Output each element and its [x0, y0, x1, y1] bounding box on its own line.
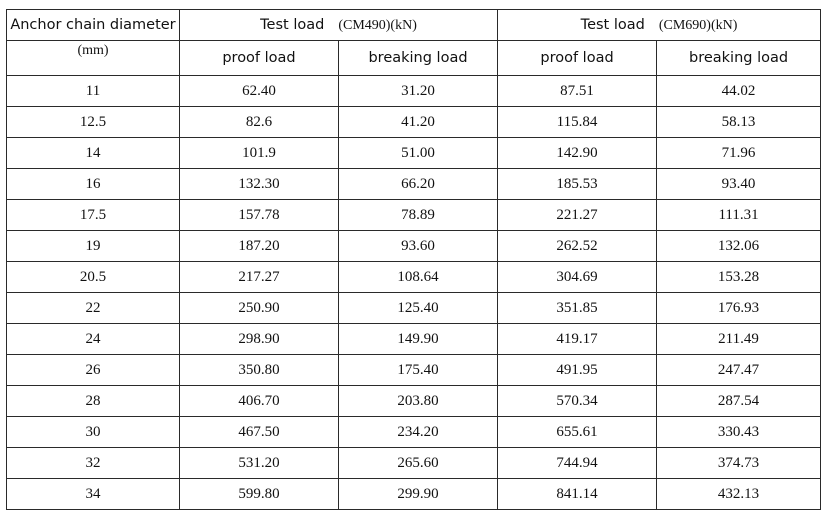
table-row: [7, 386, 821, 417]
cell-diameter: 32: [7, 448, 180, 479]
cell-cm690-breaking-load: 374.73: [657, 448, 821, 479]
cell-cm490-breaking-load: 108.64: [339, 262, 498, 293]
cell-diameter: 24: [7, 324, 180, 355]
cell-cm490-proof-load: 132.30: [180, 169, 339, 200]
cell-cm690-proof-load: 304.69: [498, 262, 657, 293]
cell-cm690-breaking-load: 211.49: [657, 324, 821, 355]
cell-diameter: 11: [7, 76, 180, 107]
cell-cm690-breaking-load: 132.06: [657, 231, 821, 262]
cell-cm490-breaking-load: 78.89: [339, 200, 498, 231]
cell-cm490-proof-load: 82.6: [180, 107, 339, 138]
header-group-cm490-spec: (CM490)(kN): [338, 18, 417, 33]
cell-cm490-proof-load: 62.40: [180, 76, 339, 107]
cell-cm690-proof-load: 655.61: [498, 417, 657, 448]
cell-cm690-breaking-load: 93.40: [657, 169, 821, 200]
cell-cm690-proof-load: 841.14: [498, 479, 657, 510]
cell-cm490-breaking-load: 149.90: [339, 324, 498, 355]
header-group-cm690-label: Test load: [580, 17, 645, 33]
cell-cm690-proof-load: 491.95: [498, 355, 657, 386]
cell-cm490-breaking-load: 203.80: [339, 386, 498, 417]
cell-cm690-proof-load: 570.34: [498, 386, 657, 417]
cell-cm690-proof-load: 351.85: [498, 293, 657, 324]
cell-cm690-breaking-load: 111.31: [657, 200, 821, 231]
cell-cm690-breaking-load: 287.54: [657, 386, 821, 417]
header-cm490-breaking-load: breaking load: [339, 41, 498, 76]
cell-diameter: 30: [7, 417, 180, 448]
header-diameter-unit: (mm): [7, 41, 180, 76]
table-row: [7, 293, 821, 324]
table-row: [7, 262, 821, 293]
table-row: [7, 324, 821, 355]
cell-cm490-proof-load: 350.80: [180, 355, 339, 386]
header-group-cm690-spec: (CM690)(kN): [658, 18, 738, 33]
anchor-chain-test-load-table: [6, 9, 821, 510]
cell-cm490-proof-load: 406.70: [180, 386, 339, 417]
table-container: [6, 9, 820, 509]
header-diameter: Anchor chain diameter: [7, 10, 180, 41]
cell-cm690-breaking-load: 247.47: [657, 355, 821, 386]
header-cm490-proof-load: proof load: [180, 41, 339, 76]
cell-cm490-proof-load: 531.20: [180, 448, 339, 479]
cell-cm490-breaking-load: 93.60: [339, 231, 498, 262]
cell-cm490-breaking-load: 31.20: [339, 76, 498, 107]
cell-diameter: 19: [7, 231, 180, 262]
cell-cm690-proof-load: 142.90: [498, 138, 657, 169]
cell-cm490-breaking-load: 66.20: [339, 169, 498, 200]
cell-diameter: 20.5: [7, 262, 180, 293]
cell-cm690-proof-load: 419.17: [498, 324, 657, 355]
header-group-cm490-label: Test load: [260, 17, 325, 33]
cell-cm490-proof-load: 157.78: [180, 200, 339, 231]
cell-cm490-breaking-load: 41.20: [339, 107, 498, 138]
cell-cm490-proof-load: 599.80: [180, 479, 339, 510]
cell-cm690-breaking-load: 432.13: [657, 479, 821, 510]
header-group-cm490: [180, 10, 498, 41]
table-row: [7, 479, 821, 510]
table-row: [7, 107, 821, 138]
table-body: [7, 76, 821, 510]
cell-cm690-breaking-load: 71.96: [657, 138, 821, 169]
cell-diameter: 34: [7, 479, 180, 510]
cell-cm490-proof-load: 298.90: [180, 324, 339, 355]
cell-cm490-proof-load: 217.27: [180, 262, 339, 293]
cell-cm490-breaking-load: 175.40: [339, 355, 498, 386]
cell-diameter: 22: [7, 293, 180, 324]
cell-cm690-proof-load: 262.52: [498, 231, 657, 262]
cell-cm690-proof-load: 185.53: [498, 169, 657, 200]
cell-cm690-proof-load: 744.94: [498, 448, 657, 479]
table-row: [7, 417, 821, 448]
header-cm690-breaking-load: breaking load: [657, 41, 821, 76]
header-row-2: [7, 41, 821, 76]
cell-cm690-proof-load: 221.27: [498, 200, 657, 231]
cell-diameter: 14: [7, 138, 180, 169]
table-row: [7, 138, 821, 169]
cell-cm490-breaking-load: 125.40: [339, 293, 498, 324]
cell-diameter: 26: [7, 355, 180, 386]
cell-diameter: 17.5: [7, 200, 180, 231]
header-group-cm690: [498, 10, 821, 41]
header-cm690-proof-load: proof load: [498, 41, 657, 76]
cell-cm490-breaking-load: 234.20: [339, 417, 498, 448]
cell-cm690-breaking-load: 176.93: [657, 293, 821, 324]
cell-cm690-breaking-load: 153.28: [657, 262, 821, 293]
table-row: [7, 169, 821, 200]
table-row: [7, 355, 821, 386]
cell-cm490-breaking-load: 299.90: [339, 479, 498, 510]
cell-diameter: 16: [7, 169, 180, 200]
cell-cm490-breaking-load: 51.00: [339, 138, 498, 169]
cell-cm690-breaking-load: 58.13: [657, 107, 821, 138]
table-row: [7, 76, 821, 107]
cell-cm690-proof-load: 87.51: [498, 76, 657, 107]
cell-cm490-proof-load: 250.90: [180, 293, 339, 324]
cell-cm690-proof-load: 115.84: [498, 107, 657, 138]
cell-cm690-breaking-load: 330.43: [657, 417, 821, 448]
table-row: [7, 200, 821, 231]
cell-diameter: 12.5: [7, 107, 180, 138]
table-row: [7, 448, 821, 479]
cell-cm690-breaking-load: 44.02: [657, 76, 821, 107]
cell-cm490-breaking-load: 265.60: [339, 448, 498, 479]
cell-cm490-proof-load: 101.9: [180, 138, 339, 169]
cell-diameter: 28: [7, 386, 180, 417]
cell-cm490-proof-load: 467.50: [180, 417, 339, 448]
header-row-1: [7, 10, 821, 41]
cell-cm490-proof-load: 187.20: [180, 231, 339, 262]
table-row: [7, 231, 821, 262]
